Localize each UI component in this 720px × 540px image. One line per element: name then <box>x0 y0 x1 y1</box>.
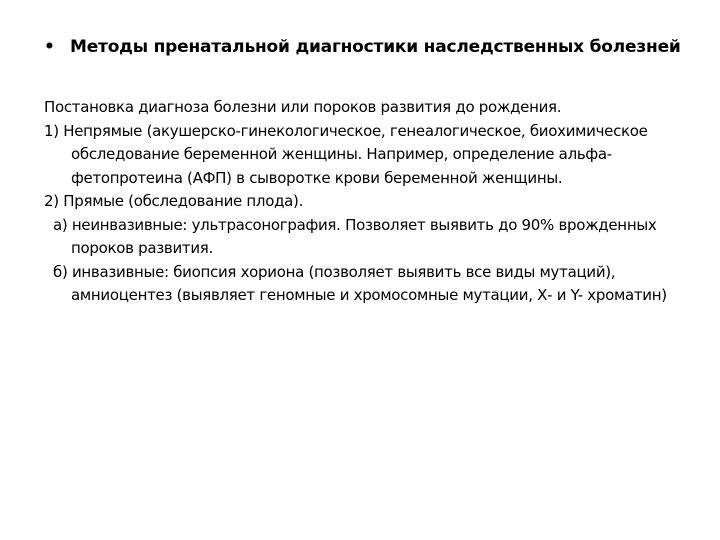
slide-body <box>44 96 704 308</box>
slide-heading <box>44 34 684 60</box>
noninvasive-paragraph: а) неинвазивные: ультрасонография. Позволяет выявить до 90% врожденных пороков развития. <box>53 215 657 257</box>
direct-methods-paragraph: 2) Прямые (обследование плода). <box>44 192 304 210</box>
indirect-methods-paragraph: 1) Непрямые (акушерско-гинекологическое, генеалогическое, биохимическое обследование беременной женщины. Например, определение альфа-фетопротеина (АФП) в сыворотке крови беременной женщины. <box>44 121 648 187</box>
slide-title: Методы пренатальной диагностики наследственных болезней <box>70 37 681 57</box>
bullet-icon: • <box>44 37 55 57</box>
invasive-paragraph: б) инвазивные: биопсия хориона (позволяет выявить все виды мутаций), амниоцентез (выявляет геномные и хромосомные мутации, Х- и Y- хроматин) <box>53 262 667 304</box>
intro-paragraph: Постановка диагноза болезни или пороков развития до рождения. <box>44 98 562 116</box>
